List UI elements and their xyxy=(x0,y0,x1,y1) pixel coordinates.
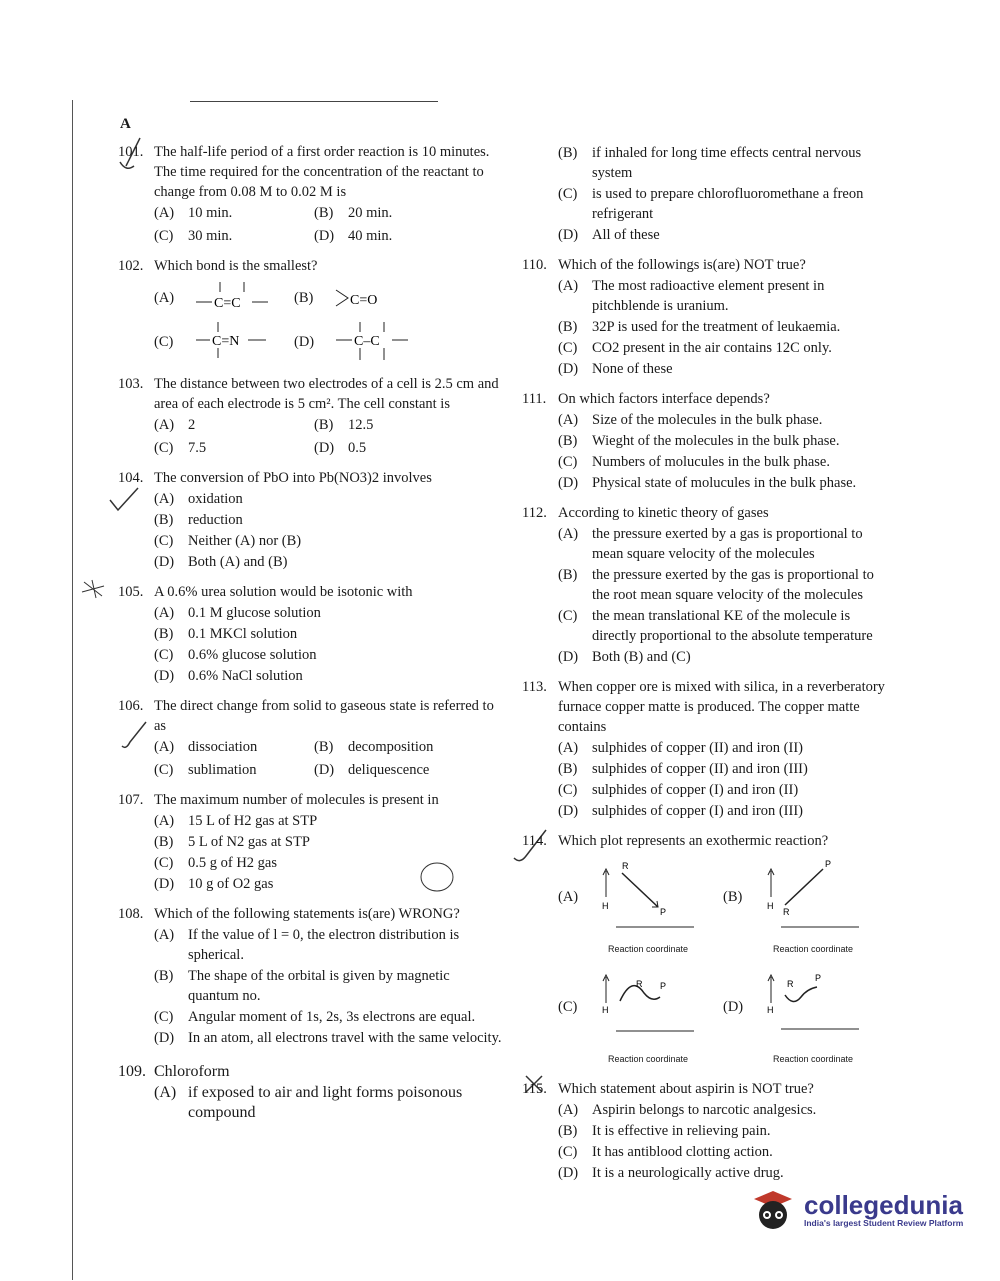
option-label: (A) xyxy=(558,740,579,756)
option-label: (C) xyxy=(154,855,174,871)
option[interactable] xyxy=(314,203,474,223)
option-label: (C) xyxy=(154,334,174,350)
option[interactable] xyxy=(154,645,503,665)
option-label: (A) xyxy=(154,739,175,755)
set-label: A xyxy=(120,116,131,132)
question-number: 103. xyxy=(118,376,144,392)
option-text: 15 L of H2 gas at STP xyxy=(188,813,318,829)
option-text: 0.6% glucose solution xyxy=(188,647,317,663)
option-text: The most radioactive element present in pitchblende is uranium. xyxy=(592,278,825,314)
option[interactable] xyxy=(154,1083,503,1123)
svg-text:R: R xyxy=(787,979,794,989)
margin-line xyxy=(72,100,73,1280)
option-text: 32P is used for the treatment of leukaemia. xyxy=(592,319,841,335)
question-105 xyxy=(118,582,503,686)
option-label: (A) xyxy=(154,605,175,621)
question-text: Chloroform xyxy=(154,1063,230,1080)
option-text: the mean translational KE of the molecule is directly proportional to the absolute temperature xyxy=(592,608,873,644)
question-103 xyxy=(118,374,503,458)
plot-option[interactable] xyxy=(723,967,888,1069)
option[interactable] xyxy=(558,338,892,358)
svg-text:P: P xyxy=(815,973,822,983)
option-label: (B) xyxy=(558,145,578,161)
svg-text:R: R xyxy=(622,861,629,871)
question-text: Which bond is the smallest? xyxy=(154,258,318,274)
question-114 xyxy=(522,831,892,1069)
option-text: 30 min. xyxy=(188,228,233,244)
question-number: 104. xyxy=(118,470,144,486)
option[interactable] xyxy=(558,1163,892,1183)
option-text: sulphides of copper (II) and iron (III) xyxy=(592,761,808,777)
option-label: (C) xyxy=(558,340,578,356)
option[interactable] xyxy=(154,874,503,894)
question-111 xyxy=(522,389,892,493)
option[interactable] xyxy=(154,966,503,1006)
question-104 xyxy=(118,468,503,572)
svg-text:C–C: C–C xyxy=(354,334,380,349)
option[interactable] xyxy=(154,1007,503,1027)
plot-caption: Reaction coordinate xyxy=(607,1054,689,1064)
option-text: sulphides of copper (II) and iron (II) xyxy=(592,740,803,756)
option-label: (C) xyxy=(154,1009,174,1025)
option-label: (B) xyxy=(558,319,578,335)
question-text: On which factors interface depends? xyxy=(558,391,770,407)
option[interactable] xyxy=(558,1121,892,1141)
question-number: 102. xyxy=(118,258,144,274)
option-text: Both (A) and (B) xyxy=(188,554,288,570)
option-text: if exposed to air and light forms poisonous compound xyxy=(188,1084,463,1121)
option-text: Angular moment of 1s, 2s, 3s electrons are equal. xyxy=(188,1009,476,1025)
option-text: It is a neurologically active drug. xyxy=(592,1165,784,1181)
option-text: 7.5 xyxy=(188,440,207,456)
option-label: (C) xyxy=(154,440,174,456)
option-label: (D) xyxy=(154,554,175,570)
plot-caption: Reaction coordinate xyxy=(772,1054,854,1064)
option[interactable] xyxy=(314,737,474,757)
option-label: (D) xyxy=(154,876,175,892)
option-text: Aspirin belongs to narcotic analgesics. xyxy=(592,1102,817,1118)
question-text: Which plot represents an exothermic reaction? xyxy=(558,833,829,849)
svg-text:H: H xyxy=(767,1005,774,1015)
option-text: dissociation xyxy=(188,739,258,755)
option-label: (B) xyxy=(154,512,174,528)
option-label: (C) xyxy=(558,1144,578,1160)
question-number: 106. xyxy=(118,698,144,714)
question-text: Which statement about aspirin is NOT true? xyxy=(558,1081,814,1097)
plot-option[interactable] xyxy=(558,967,723,1069)
question-number: 101. xyxy=(118,144,144,160)
option-label: (B) xyxy=(314,417,334,433)
option-label: (B) xyxy=(723,889,743,905)
option-text: the pressure exerted by the gas is proportional to the root mean square velocity of the molecules xyxy=(592,567,874,603)
energy-plot-b xyxy=(763,857,863,933)
option-label: (D) xyxy=(154,668,175,684)
option-label: (A) xyxy=(154,205,175,221)
option-label: (D) xyxy=(558,475,579,491)
question-text: The distance between two electrodes of a cell is 2.5 cm and area of each electrode is 5 cm². The cell constant is xyxy=(154,376,499,412)
option[interactable] xyxy=(154,531,503,551)
question-102 xyxy=(118,256,503,364)
option-text: decomposition xyxy=(348,739,434,755)
option-text: All of these xyxy=(592,227,660,243)
option-text: sublimation xyxy=(188,762,257,778)
option-label: (D) xyxy=(314,228,335,244)
option-text: Numbers of molucules in the bulk phase. xyxy=(592,454,830,470)
option[interactable] xyxy=(154,666,503,686)
option-label: (A) xyxy=(154,290,175,306)
option[interactable] xyxy=(154,203,314,223)
svg-text:H: H xyxy=(602,1005,609,1015)
option[interactable] xyxy=(558,565,892,605)
option[interactable] xyxy=(558,780,892,800)
option[interactable] xyxy=(558,317,892,337)
question-text: The maximum number of molecules is present in xyxy=(154,792,439,808)
option-label: (A) xyxy=(558,278,579,294)
option-text: Size of the molecules in the bulk phase. xyxy=(592,412,823,428)
question-113 xyxy=(522,677,892,821)
option-label: (C) xyxy=(558,608,578,624)
option[interactable] xyxy=(154,226,314,246)
question-text: Which of the following statements is(are) WRONG? xyxy=(154,906,460,922)
svg-text:P: P xyxy=(660,907,667,917)
svg-text:C=C: C=C xyxy=(214,296,241,311)
svg-text:C=O: C=O xyxy=(350,293,378,308)
option[interactable] xyxy=(558,225,892,245)
option-text: In an atom, all electrons travel with the same velocity. xyxy=(188,1030,502,1046)
option[interactable] xyxy=(154,811,503,831)
svg-text:C=N: C=N xyxy=(212,334,240,349)
option[interactable] xyxy=(154,415,314,435)
option-label: (C) xyxy=(154,533,174,549)
option-label: (D) xyxy=(314,440,335,456)
option-text: CO2 present in the air contains 12C only. xyxy=(592,340,832,356)
svg-text:P: P xyxy=(660,981,667,991)
question-number: 114. xyxy=(522,833,547,849)
option-label: (C) xyxy=(558,186,578,202)
option[interactable] xyxy=(314,226,474,246)
option[interactable] xyxy=(154,925,503,965)
option-text: 0.5 g of H2 gas xyxy=(188,855,278,871)
question-text: Which of the followings is(are) NOT true? xyxy=(558,257,806,273)
structure-c-single-c[interactable] xyxy=(334,320,414,364)
option-text: 0.5 xyxy=(348,440,367,456)
option-text: 20 min. xyxy=(348,205,393,221)
option-text: is used to prepare chlorofluoromethane a freon refrigerant xyxy=(592,186,864,222)
option-label: (A) xyxy=(154,927,175,943)
option-text: the pressure exerted by a gas is proportional to mean square velocity of the molecules xyxy=(592,526,863,562)
option-label: (A) xyxy=(154,491,175,507)
question-number: 105. xyxy=(118,584,144,600)
option[interactable] xyxy=(558,184,892,224)
option-text: The shape of the orbital is given by magnetic quantum no. xyxy=(188,968,450,1004)
option[interactable] xyxy=(314,438,474,458)
option[interactable] xyxy=(154,510,503,530)
option-text: 12.5 xyxy=(348,417,374,433)
option-label: (D) xyxy=(558,649,579,665)
option-label: (A) xyxy=(154,1084,177,1101)
option[interactable] xyxy=(314,415,474,435)
option[interactable] xyxy=(558,647,892,667)
student-mascot-icon xyxy=(748,1185,798,1235)
option-label: (C) xyxy=(558,999,578,1015)
option-text: None of these xyxy=(592,361,673,377)
question-number: 108. xyxy=(118,906,144,922)
option-label: (B) xyxy=(558,433,578,449)
question-text: The direct change from solid to gaseous state is referred to as xyxy=(154,698,494,734)
question-number: 110. xyxy=(522,257,547,273)
svg-text:R: R xyxy=(636,979,643,989)
option-text: sulphides of copper (I) and iron (II) xyxy=(592,782,799,798)
option-label: (B) xyxy=(154,968,174,984)
question-115 xyxy=(522,1079,892,1183)
question-number: 115. xyxy=(522,1081,547,1097)
option[interactable] xyxy=(558,606,892,646)
option-text: It is effective in relieving pain. xyxy=(592,1123,771,1139)
option-label: (B) xyxy=(154,626,174,642)
question-number: 111. xyxy=(522,391,547,407)
option[interactable] xyxy=(154,853,503,873)
option-text: If the value of l = 0, the electron distribution is spherical. xyxy=(188,927,460,963)
option[interactable] xyxy=(154,552,503,572)
option-label: (A) xyxy=(154,813,175,829)
question-106 xyxy=(118,696,503,780)
option-label: (B) xyxy=(558,1123,578,1139)
option-label: (C) xyxy=(558,454,578,470)
option-label: (A) xyxy=(558,526,579,542)
option[interactable] xyxy=(154,603,503,623)
option[interactable] xyxy=(154,438,314,458)
option-text: Physical state of molucules in the bulk phase. xyxy=(592,475,857,491)
question-108 xyxy=(118,904,503,1048)
option[interactable] xyxy=(558,473,892,493)
option-label: (D) xyxy=(558,361,579,377)
option[interactable] xyxy=(558,759,892,779)
option-text: 10 min. xyxy=(188,205,233,221)
option[interactable] xyxy=(558,801,892,821)
option-label: (D) xyxy=(558,1165,579,1181)
option-label: (C) xyxy=(558,782,578,798)
option[interactable] xyxy=(558,276,892,316)
question-text: According to kinetic theory of gases xyxy=(558,505,769,521)
question-number: 107. xyxy=(118,792,144,808)
question-101 xyxy=(118,142,503,246)
svg-text:P: P xyxy=(825,859,832,869)
option-text: 0.1 MKCl solution xyxy=(188,626,298,642)
question-109-continued xyxy=(522,143,892,245)
pen-star-mark xyxy=(78,578,108,602)
collegedunia-logo[interactable] xyxy=(748,1182,978,1237)
option-label: (B) xyxy=(294,290,314,306)
option-label: (D) xyxy=(314,762,335,778)
option-text: 5 L of N2 gas at STP xyxy=(188,834,310,850)
option[interactable] xyxy=(154,489,503,509)
option-text: 40 min. xyxy=(348,228,393,244)
question-text: A 0.6% urea solution would be isotonic with xyxy=(154,584,413,600)
option[interactable] xyxy=(154,832,503,852)
question-107 xyxy=(118,790,503,894)
energy-plot-c xyxy=(598,967,698,1043)
option-label: (A) xyxy=(558,1102,579,1118)
option-text: reduction xyxy=(188,512,243,528)
option-label: (D) xyxy=(558,227,579,243)
option-label: (B) xyxy=(314,205,334,221)
structure-c-double-n[interactable] xyxy=(194,320,274,364)
option[interactable] xyxy=(558,452,892,472)
question-text: The half-life period of a first order reaction is 10 minutes. The time required for the concentration of the reactant to change from 0.08 M to 0.02 M is xyxy=(154,144,490,200)
option[interactable] xyxy=(558,524,892,564)
option[interactable] xyxy=(154,760,314,780)
option-text: It has antiblood clotting action. xyxy=(592,1144,773,1160)
energy-plot-a xyxy=(598,857,698,933)
option-label: (B) xyxy=(558,761,578,777)
structure-c-double-c[interactable] xyxy=(194,278,274,318)
question-109 xyxy=(118,1062,503,1123)
plot-caption: Reaction coordinate xyxy=(772,944,854,954)
option[interactable] xyxy=(558,1142,892,1162)
option[interactable] xyxy=(558,143,892,183)
question-number: 109. xyxy=(118,1063,146,1080)
option-text: sulphides of copper (I) and iron (III) xyxy=(592,803,803,819)
option-label: (C) xyxy=(154,762,174,778)
option-text: 10 g of O2 gas xyxy=(188,876,274,892)
plot-caption: Reaction coordinate xyxy=(607,944,689,954)
option[interactable] xyxy=(154,1028,503,1048)
option-label: (C) xyxy=(154,647,174,663)
option-label: (C) xyxy=(154,228,174,244)
option-label: (A) xyxy=(558,412,579,428)
option-label: (A) xyxy=(558,889,579,905)
logo-tagline: India's largest Student Review Platform xyxy=(804,1217,964,1228)
option-label: (B) xyxy=(314,739,334,755)
option-text: deliquescence xyxy=(348,762,430,778)
option-text: if inhaled for long time effects central nervous system xyxy=(592,145,862,181)
question-number: 112. xyxy=(522,505,547,521)
option-text: 0.6% NaCl solution xyxy=(188,668,303,684)
question-text: The conversion of PbO into Pb(NO3)2 involves xyxy=(154,470,432,486)
question-110 xyxy=(522,255,892,379)
option-label: (A) xyxy=(154,417,175,433)
option[interactable] xyxy=(558,410,892,430)
option[interactable] xyxy=(154,624,503,644)
option-label: (D) xyxy=(558,803,579,819)
option[interactable] xyxy=(558,359,892,379)
option[interactable] xyxy=(154,737,314,757)
option[interactable] xyxy=(558,431,892,451)
option[interactable] xyxy=(314,760,474,780)
option-text: Both (B) and (C) xyxy=(592,649,691,665)
option[interactable] xyxy=(558,738,892,758)
option-text: oxidation xyxy=(188,491,243,507)
plot-option[interactable] xyxy=(723,857,888,959)
logo-wordmark: collegedunia xyxy=(804,1189,963,1220)
header-rule xyxy=(190,101,438,102)
svg-text:H: H xyxy=(767,901,774,911)
svg-text:H: H xyxy=(602,901,609,911)
right-column xyxy=(522,142,892,1193)
question-text: When copper ore is mixed with silica, in a reverberatory furnace copper matte is produced. The copper matte contains xyxy=(558,679,885,735)
question-112 xyxy=(522,503,892,667)
option-text: 2 xyxy=(188,417,196,433)
option[interactable] xyxy=(558,1100,892,1120)
option-text: Neither (A) nor (B) xyxy=(188,533,302,549)
option-label: (D) xyxy=(294,334,315,350)
option-text: Wieght of the molecules in the bulk phase. xyxy=(592,433,840,449)
option-text: 0.1 M glucose solution xyxy=(188,605,321,621)
option-label: (B) xyxy=(558,567,578,583)
energy-plot-d xyxy=(763,967,863,1043)
left-column xyxy=(118,142,503,1133)
option-label: (D) xyxy=(154,1030,175,1046)
option-label: (D) xyxy=(723,999,744,1015)
question-number: 113. xyxy=(522,679,547,695)
svg-text:R: R xyxy=(783,907,790,917)
plot-option[interactable] xyxy=(558,857,723,959)
structure-c-double-o[interactable] xyxy=(334,278,414,318)
option-label: (B) xyxy=(154,834,174,850)
